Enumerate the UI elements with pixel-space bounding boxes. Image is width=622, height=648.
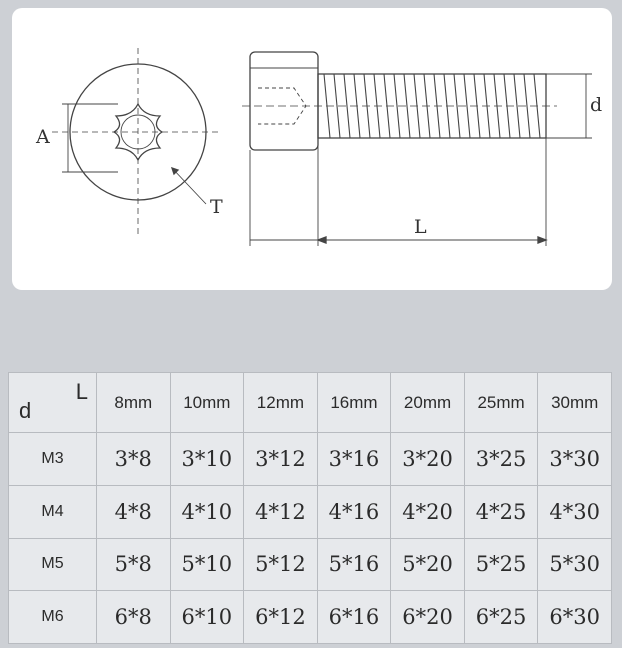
column-header: 20mm: [391, 373, 465, 433]
column-header: 10mm: [170, 373, 244, 433]
row-header: M3: [9, 433, 97, 486]
table-cell: 3*30: [538, 433, 612, 486]
table-cell: 3*16: [317, 433, 391, 486]
table-cell: 4*12: [244, 485, 318, 538]
table-cell: 3*25: [464, 433, 538, 486]
table-cell: 4*8: [97, 485, 171, 538]
screw-head: [250, 52, 318, 150]
row-header: M4: [9, 485, 97, 538]
table-cell: 4*25: [464, 485, 538, 538]
dimension-label-t: T: [210, 196, 223, 218]
row-header: M6: [9, 591, 97, 644]
corner-label-l: L: [75, 379, 88, 404]
column-header: 25mm: [464, 373, 538, 433]
dimension-label-l: L: [414, 216, 427, 238]
table-cell: 6*20: [391, 591, 465, 644]
table-row: [9, 485, 612, 538]
column-header: 12mm: [244, 373, 318, 433]
table-cell: 5*12: [244, 538, 318, 591]
table-row: [9, 538, 612, 591]
table-cell: 6*10: [170, 591, 244, 644]
table-cell: 4*10: [170, 485, 244, 538]
table-cell: 5*10: [170, 538, 244, 591]
table-cell: 6*16: [317, 591, 391, 644]
table-cell: 5*16: [317, 538, 391, 591]
table-row: [9, 433, 612, 486]
table-cell: 6*12: [244, 591, 318, 644]
table-corner-cell: [9, 373, 97, 433]
table-cell: 4*20: [391, 485, 465, 538]
table-header-row: [9, 373, 612, 433]
table-cell: 6*30: [538, 591, 612, 644]
table-cell: 3*12: [244, 433, 318, 486]
column-header: 30mm: [538, 373, 612, 433]
table-cell: 5*25: [464, 538, 538, 591]
corner-label-d: d: [19, 398, 32, 423]
screw-drawing: [12, 8, 612, 290]
column-header: 16mm: [317, 373, 391, 433]
column-header: 8mm: [97, 373, 171, 433]
table-cell: 5*20: [391, 538, 465, 591]
table-cell: 4*30: [538, 485, 612, 538]
row-header: M5: [9, 538, 97, 591]
table-cell: 5*8: [97, 538, 171, 591]
dimension-label-d: d: [590, 94, 603, 116]
spec-table-container: [8, 372, 612, 644]
table-cell: 3*8: [97, 433, 171, 486]
table-cell: 6*8: [97, 591, 171, 644]
table-cell: 6*25: [464, 591, 538, 644]
table-cell: 4*16: [317, 485, 391, 538]
size-spec-table: [8, 372, 612, 644]
table-cell: 3*10: [170, 433, 244, 486]
dimension-label-a: A: [36, 126, 50, 148]
table-cell: 5*30: [538, 538, 612, 591]
screw-diagram: [12, 8, 612, 290]
table-row: [9, 591, 612, 644]
table-cell: 3*20: [391, 433, 465, 486]
